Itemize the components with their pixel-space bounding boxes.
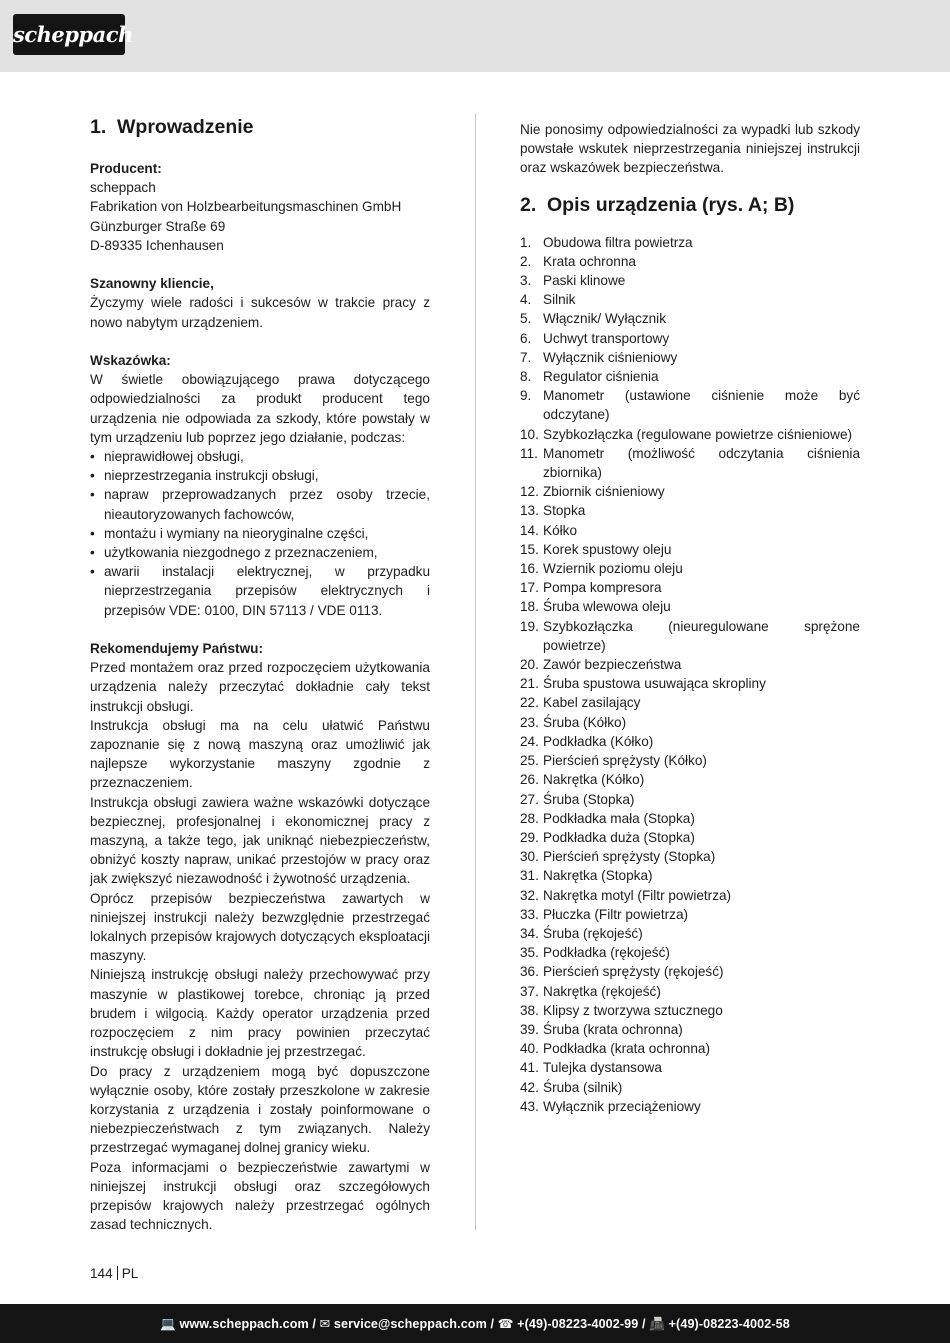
part-number: 2. — [520, 253, 532, 269]
part-list-item — [520, 770, 860, 789]
part-number: 43. — [520, 1098, 539, 1114]
hint-bullet-item: • nieprzestrzegania instrukcji obsługi, — [90, 466, 430, 485]
part-number: 13. — [520, 503, 539, 519]
computer-icon: 💻 — [160, 1317, 176, 1331]
recommend-paragraph: Przed montażem oraz przed rozpoczęciem użytkowania urządzenia należy przeczytać dokładnie cały tekst instrukcji obsługi. — [90, 660, 430, 714]
header-band — [0, 0, 950, 72]
part-number: 1. — [520, 234, 532, 250]
part-number: 40. — [520, 1041, 539, 1057]
producent-address-line: Fabrikation von Holzbearbeitungsmaschinen GmbH — [90, 199, 402, 215]
part-name: Podkładka (rękojeść) — [543, 945, 670, 961]
part-number: 38. — [520, 1002, 539, 1018]
part-name: Wyłącznik przeciążeniowy — [543, 1098, 701, 1114]
footer-contact — [0, 1316, 950, 1332]
part-number: 6. — [520, 330, 532, 346]
part-name: Podkładka duża (Stopka) — [543, 829, 695, 845]
hint-bullet-item: • montażu i wymiany na nieoryginalne części, — [90, 524, 430, 543]
part-name: Podkładka mała (Stopka) — [543, 810, 695, 826]
website-link[interactable]: www.scheppach.com / — [179, 1317, 317, 1331]
part-number: 35. — [520, 945, 539, 961]
client-text: Życzymy wiele radości i sukcesów w trakcie pracy z nowo nabytym urządzeniem. — [90, 295, 430, 330]
section-number: 1. — [90, 116, 107, 138]
part-name: Włącznik/ Wyłącznik — [543, 311, 666, 327]
part-number: 17. — [520, 580, 539, 596]
part-list-item — [520, 790, 860, 809]
part-number: 8. — [520, 369, 532, 385]
part-number: 20. — [520, 657, 539, 673]
phone-icon: ☎ — [497, 1317, 514, 1331]
part-name: Wziernik poziomu oleju — [543, 561, 683, 577]
part-list-item — [520, 905, 860, 924]
part-name: Śruba spustowa usuwająca skropliny — [543, 676, 766, 692]
part-name: Śruba (krata ochronna) — [543, 1021, 683, 1037]
part-number: 16. — [520, 561, 539, 577]
part-number: 5. — [520, 311, 532, 327]
part-number: 21. — [520, 676, 539, 692]
mail-icon: ✉ — [319, 1317, 331, 1331]
part-list-item — [520, 482, 860, 501]
section-number: 2. — [520, 193, 537, 216]
hint-bullet-item: • użytkowania niezgodnego z przeznaczeniem, — [90, 543, 430, 562]
part-name: Stopka — [543, 503, 586, 519]
part-number: 33. — [520, 906, 539, 922]
part-name: Pierścień sprężysty (rękojeść) — [543, 964, 724, 980]
part-list-item — [520, 501, 860, 520]
part-name: Kabel zasilający — [543, 695, 641, 711]
part-name: Krata ochronna — [543, 253, 636, 269]
part-list-item — [520, 751, 860, 770]
part-name: Klipsy z tworzywa sztucznego — [543, 1002, 723, 1018]
part-name: Śruba (silnik) — [543, 1079, 623, 1095]
producent-address — [90, 178, 430, 255]
part-list-item — [520, 1078, 860, 1097]
part-name: Uchwyt transportowy — [543, 330, 670, 346]
part-list-item — [520, 540, 860, 559]
part-list-item — [520, 828, 860, 847]
part-name: Korek spustowy oleju — [543, 541, 672, 557]
part-list-item — [520, 233, 860, 252]
part-name: Silnik — [543, 292, 576, 308]
part-number: 22. — [520, 695, 539, 711]
part-list-item — [520, 962, 860, 981]
fax-icon: 📠 — [649, 1317, 665, 1331]
hint-text: W świetle obowiązującego prawa dotyczącego odpowiedzialności za produkt producent tego urządzenia nie odpowiada za szkody, które powstały w tym urządzeniu lub poprzez jego działanie, podczas: — [90, 372, 430, 445]
part-number: 42. — [520, 1079, 539, 1095]
part-number: 24. — [520, 733, 539, 749]
part-number: 28. — [520, 810, 539, 826]
part-list-item — [520, 1001, 860, 1020]
left-column — [90, 116, 430, 1234]
part-list-item — [520, 943, 860, 962]
producent-address-line: scheppach — [90, 180, 156, 196]
part-number: 15. — [520, 541, 539, 557]
part-number: 31. — [520, 868, 539, 884]
part-name: Nakrętka (Stopka) — [543, 868, 653, 884]
part-list-item — [520, 329, 860, 348]
part-name: Płuczka (Filtr powietrza) — [543, 906, 689, 922]
hint-bullet-item: • napraw przeprowadzanych przez osoby trzecie, nieautoryzowanych fachowców, — [90, 485, 430, 523]
part-number: 23. — [520, 714, 539, 730]
part-name: Śruba (Kółko) — [543, 714, 627, 730]
part-list-item — [520, 1097, 860, 1116]
part-number: 25. — [520, 753, 539, 769]
part-number: 14. — [520, 522, 539, 538]
part-name: Śruba (Stopka) — [543, 791, 635, 807]
part-name: Pompa kompresora — [543, 580, 662, 596]
part-number: 26. — [520, 772, 539, 788]
hint-bullet-item: • awarii instalacji elektrycznej, w przypadku nieprzestrzegania przepisów elektrycznych i przepisów VDE: 0100, DIN 57113 / VDE 0113. — [90, 562, 430, 620]
part-name: Zbiornik ciśnieniowy — [543, 484, 665, 500]
part-list-item — [520, 866, 860, 885]
part-number: 37. — [520, 983, 539, 999]
part-number: 9. — [520, 388, 532, 404]
part-number: 10. — [520, 426, 539, 442]
recommend-paragraph: Instrukcja obsługi ma na celu ułatwić Państwu zapoznanie się z nową maszyną oraz umożliwić jak najlepsze wykorzystanie maszyny zgodnie z przeznaczeniem. — [90, 717, 430, 791]
part-list-item — [520, 252, 860, 271]
part-list-item — [520, 290, 860, 309]
recommend-paragraph: Oprócz przepisów bezpieczeństwa zawartych w niniejszej instrukcji należy bezwzględnie przestrzegać lokalnych przepisów krajowych dotyczących eksploatacji maszyny. — [90, 890, 430, 964]
part-list-item — [520, 732, 860, 751]
part-name: Manometr (ustawione ciśnienie może być odczytane) — [543, 388, 860, 423]
part-list-item — [520, 982, 860, 1001]
part-list-item — [520, 597, 860, 616]
part-list-item — [520, 425, 860, 444]
recommend-paragraph: Instrukcja obsługi zawiera ważne wskazówki dotyczące bezpiecznej, profesjonalnej i ekonomicznej pracy z maszyną, a także tego, jak uniknąć niebezpieczeństw, obniżyć koszty napraw, unikać przestojów w pracy oraz jak zwiększyć niezawodność i żywotność urządzenia. — [90, 794, 430, 887]
page-number-value: 144 — [90, 1266, 113, 1281]
recommend-label: Rekomendujemy Państwu: — [90, 641, 263, 657]
part-list-item — [520, 693, 860, 712]
part-name: Śruba (rękojeść) — [543, 925, 643, 941]
part-number: 4. — [520, 292, 532, 308]
phone-number: +(49)-08223-4002-99 / — [517, 1317, 646, 1331]
part-name: Zawór bezpieczeństwa — [543, 657, 682, 673]
part-number: 34. — [520, 925, 539, 941]
part-name: Podkładka (Kółko) — [543, 733, 654, 749]
scheppach-logo: scheppach — [13, 14, 125, 55]
hint-bullet-list — [90, 447, 430, 620]
hint-label: Wskazówka: — [90, 353, 171, 368]
page-language: PL — [121, 1266, 139, 1281]
part-list-item — [520, 886, 860, 905]
section-title: Wprowadzenie — [117, 116, 254, 138]
part-list-item — [520, 386, 860, 424]
section-title: Opis urządzenia (rys. A; B) — [547, 193, 795, 216]
part-name: Podkładka (krata ochronna) — [543, 1041, 710, 1057]
part-number: 39. — [520, 1021, 539, 1037]
part-name: Kółko — [543, 522, 578, 538]
part-list-item — [520, 924, 860, 943]
part-list-item — [520, 617, 860, 655]
part-number: 32. — [520, 887, 539, 903]
part-list-item — [520, 578, 860, 597]
part-list-item — [520, 713, 860, 732]
part-name: Regulator ciśnienia — [543, 369, 659, 385]
part-name: Pierścień sprężysty (Kółko) — [543, 753, 707, 769]
part-number: 27. — [520, 791, 539, 807]
email-link[interactable]: service@scheppach.com / — [333, 1317, 495, 1331]
client-label: Szanowny kliencie, — [90, 276, 214, 292]
part-name: Szybkozłączka (regulowane powietrze ciśnieniowe) — [543, 426, 853, 442]
section-heading-device-description — [520, 194, 860, 216]
part-number: 7. — [520, 349, 532, 365]
recommend-paragraph: Poza informacjami o bezpieczeństwie zawartymi w niniejszej instrukcji obsługi oraz szczegółowych przepisów krajowych należy przestrzegać ogólnych zasad technicznych. — [90, 1159, 430, 1233]
part-name: Szybkozłączka (nieuregulowane sprężone powietrze) — [543, 618, 860, 653]
column-divider — [475, 113, 476, 1230]
liability-text: Nie ponosimy odpowiedzialności za wypadki lub szkody powstałe wskutek nieprzestrzegania niniejszej instrukcji oraz wskazówek bezpieczeństwa. — [520, 122, 860, 176]
part-name: Manometr (możliwość odczytania ciśnienia zbiornika) — [543, 445, 860, 481]
part-list-item — [520, 271, 860, 290]
part-list-item — [520, 1020, 860, 1039]
part-name: Nakrętka (Kółko) — [543, 772, 645, 788]
part-number: 3. — [520, 273, 532, 289]
part-name: Tulejka dystansowa — [543, 1060, 662, 1076]
parts-list — [520, 233, 860, 1116]
part-number: 12. — [520, 484, 539, 500]
part-name: Pierścień sprężysty (Stopka) — [543, 849, 716, 865]
part-name: Nakrętka motyl (Filtr powietrza) — [543, 887, 732, 903]
page-number — [90, 1264, 138, 1283]
section-heading-introduction — [90, 116, 430, 138]
part-list-item — [520, 847, 860, 866]
part-number: 11. — [520, 445, 538, 461]
page-number-separator — [117, 1266, 118, 1280]
recommend-paragraph: Do pracy z urządzeniem mogą być dopuszczone wyłącznie osoby, które zostały przeszkolone w zakresie korzystania z urządzenia i zostały poinformowane o niebezpieczeństwach z tym związanych. Należy przestrzegać wymaganej dolnej granicy wieku. — [90, 1063, 430, 1156]
part-name: Wyłącznik ciśnieniowy — [543, 349, 678, 365]
footer-band — [0, 1304, 950, 1343]
part-list-item — [520, 444, 860, 482]
producent-address-line: D-89335 Ichenhausen — [90, 237, 224, 253]
recommend-paragraph: Niniejszą instrukcję obsługi należy przechowywać przy maszynie w plastikowej torebce, chroniąc ją przed brudem i wilgocią. Każdy operator urządzenia przed rozpoczęciem z nim pracy powinien przeczytać instrukcję obsługi i dokładnie jej przestrzegać. — [90, 967, 430, 1060]
part-number: 29. — [520, 829, 539, 845]
part-list-item — [520, 1039, 860, 1058]
part-list-item — [520, 809, 860, 828]
part-number: 36. — [520, 964, 539, 980]
part-name: Paski klinowe — [543, 273, 626, 289]
part-list-item — [520, 674, 860, 693]
part-number: 19. — [520, 618, 539, 634]
part-list-item — [520, 559, 860, 578]
producent-label: Producent: — [90, 161, 162, 176]
part-number: 18. — [520, 599, 539, 615]
part-list-item — [520, 309, 860, 328]
part-number: 41. — [520, 1060, 539, 1076]
part-list-item — [520, 367, 860, 386]
part-name: Śruba wlewowa oleju — [543, 599, 671, 615]
part-list-item — [520, 1058, 860, 1077]
part-name: Nakrętka (rękojeść) — [543, 983, 661, 999]
part-list-item — [520, 655, 860, 674]
part-list-item — [520, 348, 860, 367]
recommend-body — [90, 658, 430, 1234]
right-column — [520, 120, 860, 1116]
part-number: 30. — [520, 849, 539, 865]
hint-bullet-item: • nieprawidłowej obsługi, — [90, 447, 430, 466]
fax-number: +(49)-08223-4002-58 — [668, 1317, 790, 1331]
part-list-item — [520, 521, 860, 540]
producent-address-line: Günzburger Straße 69 — [90, 218, 226, 234]
part-name: Obudowa filtra powietrza — [543, 234, 693, 250]
